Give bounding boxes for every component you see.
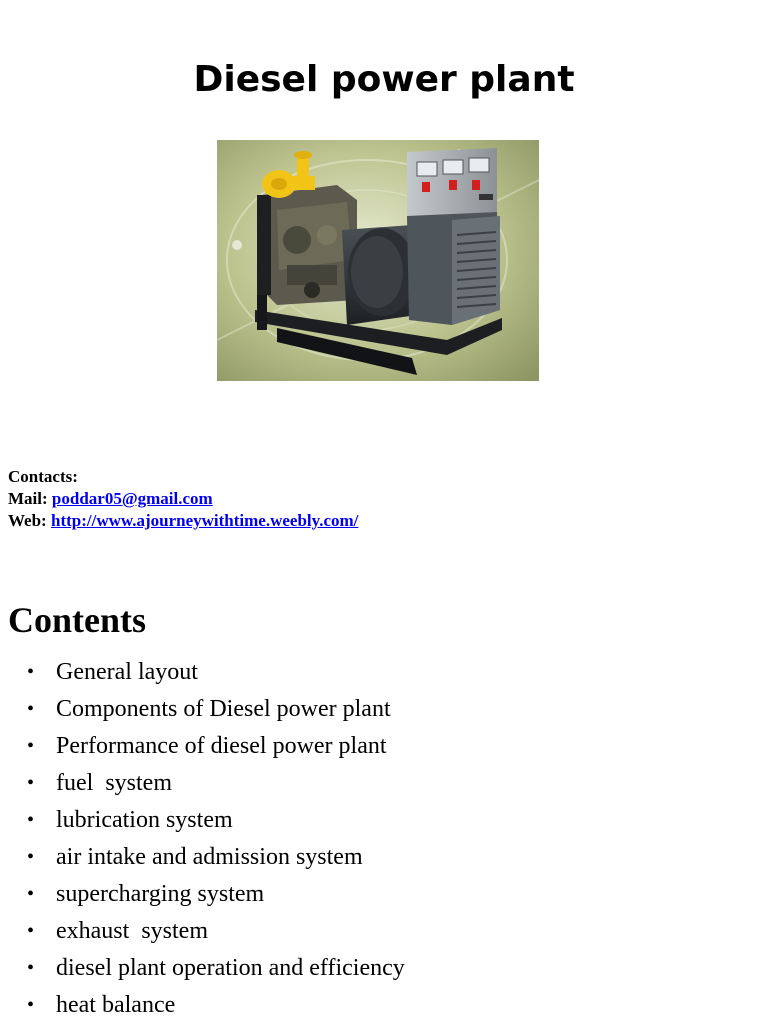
- bullet-icon: •: [27, 698, 35, 720]
- bullet-icon: •: [27, 735, 35, 757]
- list-item: • supercharging system: [0, 876, 405, 913]
- page-title: Diesel power plant: [193, 59, 575, 100]
- bullet-icon: •: [27, 920, 35, 942]
- list-item: • Components of Diesel power plant: [0, 691, 405, 728]
- contacts-heading: Contacts:: [8, 467, 78, 486]
- list-item: • General layout: [0, 654, 405, 691]
- bullet-icon: •: [27, 957, 35, 979]
- contents-list: [0, 654, 405, 1024]
- mail-label: Mail:: [8, 489, 48, 508]
- mail-link[interactable]: poddar05@gmail.com: [51, 489, 213, 508]
- list-item: • Performance of diesel power plant: [0, 728, 405, 765]
- list-item: • heat balance: [0, 987, 405, 1024]
- web-link[interactable]: http://www.ajourneywithtime.weebly.com/: [50, 511, 359, 530]
- list-item: • lubrication system: [0, 802, 405, 839]
- list-item: • fuel system: [0, 765, 405, 802]
- list-item: • exhaust system: [0, 913, 405, 950]
- contacts-block: [8, 466, 358, 532]
- list-item: • air intake and admission system: [0, 839, 405, 876]
- bullet-icon: •: [27, 846, 35, 868]
- web-label: Web:: [8, 511, 47, 530]
- diesel-generator-image: [217, 140, 539, 381]
- bullet-icon: •: [27, 772, 35, 794]
- mail-line: [8, 488, 358, 510]
- bullet-icon: •: [27, 661, 35, 683]
- list-item: • diesel plant operation and efficiency: [0, 950, 405, 987]
- bullet-icon: •: [27, 809, 35, 831]
- web-line: [8, 510, 358, 532]
- bullet-icon: •: [27, 883, 35, 905]
- bullet-icon: •: [27, 994, 35, 1016]
- contents-heading: Contents: [8, 600, 147, 640]
